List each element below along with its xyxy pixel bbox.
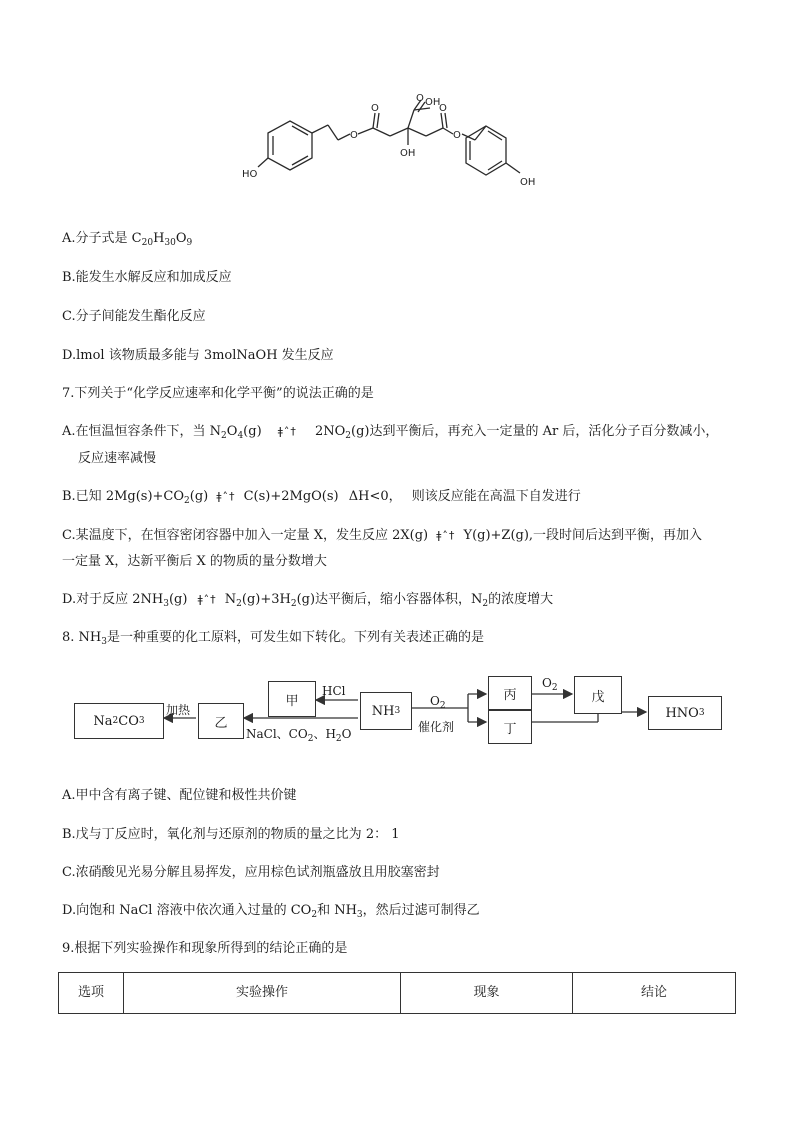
q7-option-c: C.某温度下，在恒容密闭容器中加入一定量 X，发生反应 2X(g) ǂ˄† Y(g)+Z(g),一段时间后达到平衡，再加入: [62, 528, 703, 543]
q6-option-d: D.lmol 该物质最多能与 3molNaOH 发生反应: [62, 348, 334, 363]
q9-title: 9.根据下列实验操作和现象所得到的结论正确的是: [62, 941, 348, 956]
q8-option-d: D.向饱和 NaCl 溶液中依次通入过量的 $CO_2$和 $NH_3$，然后过滤可制得乙: [62, 903, 480, 920]
label-ho-left: HO: [242, 169, 258, 180]
header-phenomenon: 现象: [401, 973, 573, 1014]
q8-option-c: C.浓硝酸见光易分解且易挥发，应用棕色试剂瓶盛放且用胶塞密封: [62, 865, 440, 880]
label-hcl: HCl: [322, 684, 346, 698]
q7-title: 7.下列关于“化学反应速率和化学平衡”的说法正确的是: [62, 386, 374, 401]
molecule-structure: [238, 88, 558, 198]
label-oh-right: OH: [520, 177, 536, 188]
label-o2-second: $O_2$: [542, 676, 558, 693]
box-nh3: NH 3: [360, 692, 412, 730]
box-hno3: HNO 3: [648, 696, 722, 730]
equilibrium-symbol: ǂ˄†: [216, 490, 236, 503]
box-wu: 戊: [574, 676, 622, 714]
label-catalyst: 催化剂: [418, 720, 455, 734]
q7-option-d: D.对于反应 $2NH_3(g)$ ǂ˄† $N_2(g)+3H_2(g)$达平衡后，缩小容器体积，$N_2$的浓度增大: [62, 592, 554, 609]
box-ding: 丁: [488, 710, 532, 744]
q7-option-a: A.在恒温恒容条件下，当 $N_2O_4(g)$ ǂ˄† $2NO_2(g)$达到平衡后，再充入一定量的 Ar 后，活化分子百分数减小，: [62, 424, 719, 441]
q7-option-c-cont: 一定量 X，达新平衡后 X 的物质的量分数增大: [62, 554, 327, 569]
label-reagents: NaCl、$CO_2$、$H_2O$: [246, 727, 352, 744]
header-conclusion: 结论: [573, 973, 736, 1014]
label-o-ester-left: O: [350, 130, 358, 141]
box-yi: 乙: [198, 703, 244, 739]
q8-option-a: A.甲中含有离子键、配位键和极性共价键: [62, 788, 297, 803]
box-na2co3: Na 2 CO 3: [74, 703, 164, 739]
equilibrium-symbol: ǂ˄†: [277, 425, 297, 438]
q6-option-b: B.能发生水解反应和加成反应: [62, 270, 232, 285]
equilibrium-symbol: ǂ˄†: [436, 529, 456, 542]
equilibrium-symbol: ǂ˄†: [197, 593, 217, 606]
box-bing: 丙: [488, 676, 532, 710]
q8-title: 8. $NH_3$是一种重要的化工原料，可发生如下转化。下列有关表述正确的是: [62, 630, 484, 647]
q6-option-a: A.分子式是 $C_{20}H_{30}O_9$: [62, 231, 193, 248]
box-jia: 甲: [268, 681, 316, 717]
label-heat: 加热: [166, 703, 191, 717]
q7-option-a-cont: 反应速率减慢: [78, 451, 157, 466]
label-o-acid: O: [416, 93, 424, 104]
header-option: 选项: [59, 973, 124, 1014]
q9-table: [58, 972, 736, 1014]
label-o-carbonyl-right: O: [439, 103, 447, 114]
label-oh-center: OH: [400, 148, 416, 159]
q8-option-b: B.戊与丁反应时，氧化剂与还原剂的物质的量之比为 2： 1: [62, 827, 400, 842]
label-oh-acid: OH: [425, 97, 441, 108]
q7-option-b: B.已知 $2Mg(s)+CO_2(g)$ ǂ˄† C(s)+2MgO(s) ΔH<0， 则该反应能在高温下自发进行: [62, 489, 581, 506]
label-o2-first: $O_2$: [430, 694, 446, 711]
header-operation: 实验操作: [124, 973, 401, 1014]
q6-option-c: C.分子间能发生酯化反应: [62, 309, 206, 324]
label-o-ester-right: O: [453, 130, 461, 141]
table-header-row: [59, 973, 736, 1014]
label-o-carbonyl-left: O: [371, 103, 379, 114]
